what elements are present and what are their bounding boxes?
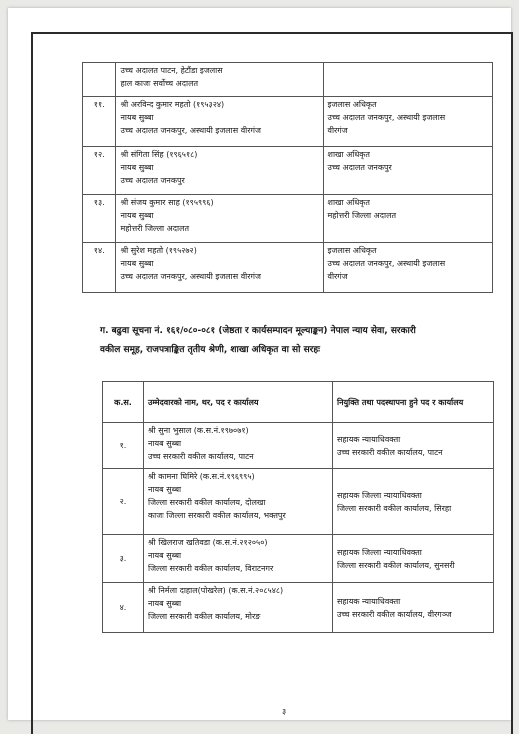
appointment-details (323, 243, 493, 293)
candidate-details (116, 147, 323, 195)
header-appointment: नियुक्ति तथा पदस्थापना हुने पद र कार्यालय (333, 382, 494, 423)
appointment-details (323, 97, 493, 147)
page-number: ३ (282, 707, 287, 716)
cell-line: उच्च अदालत जनकपुर, अस्थायी इजलास (327, 113, 446, 122)
appointment-details (333, 583, 494, 633)
cell-line: उच्च अदालत जनकपुर, अस्थायी इजलास वीरगंज (120, 272, 261, 281)
cell-line: उच्च अदालत जनकपुर, अस्थायी इजलास (327, 259, 446, 268)
cell-line: उच्च अदालत जनकपुर (327, 163, 392, 172)
cell-line: उच्च सरकारी वकील कार्यालय, वीरगञ्ज (337, 609, 452, 619)
row-serial: ११. (83, 97, 116, 147)
row-serial: १. (103, 423, 144, 469)
table-row (103, 469, 494, 535)
cell-line: नायब सुब्बा (148, 485, 182, 494)
header-candidate: उम्मेदवारको नाम, थर, पद र कार्यालय (144, 382, 333, 423)
appointment-details (333, 535, 494, 583)
row-serial: १४. (83, 243, 116, 293)
candidate-details (116, 195, 323, 243)
cell-line: श्री निर्मला दाहाल(पोखरेल) (क.स.नं.२०८५४८) (148, 586, 284, 595)
section-heading-line-2: वकील समूह, राजपत्राङ्कित तृतीय श्रेणी, शाखा अधिकृत वा सो सरहः (100, 345, 320, 355)
cell-line: उच्च अदालत जनकपुर, अस्थायी इजलास वीरगंज (120, 126, 261, 135)
section-heading-line-1: ग. बढुवा सूचना नं. १६१/०८०-०८१ (जेष्ठता र कार्यसम्पादन मूल्याङ्कन) नेपाल न्याय सेवा, सरकारी (100, 326, 416, 336)
row-serial: ४. (103, 583, 144, 633)
cell-line: महोत्तरी जिल्ला अदालत (327, 211, 397, 220)
candidate-details (116, 243, 323, 293)
cell-line: सहायक जिल्ला न्यायाधिवक्ता (337, 490, 422, 500)
appointment-details (323, 147, 493, 195)
table-row (83, 63, 493, 97)
candidate-details (144, 423, 333, 469)
cell-line: श्री सुरेश महतो (१९५२७२) (120, 246, 197, 255)
appointment-details (323, 63, 493, 97)
table-row (83, 147, 493, 195)
table-row (103, 423, 494, 469)
cell-line: इजलास अधिकृत (327, 246, 377, 255)
cell-line: वीरगंज (327, 126, 348, 135)
row-serial: २. (103, 469, 144, 535)
cell-line: उच्च सरकारी वकील कार्यालय, पाटन (148, 452, 254, 461)
cell-line: नायब सुब्बा (148, 599, 182, 608)
row-serial: १२. (83, 147, 116, 195)
cell-line: जिल्ला सरकारी वकील कार्यालय, मोरङ (148, 612, 261, 621)
cell-line: इजलास अधिकृत (327, 100, 377, 109)
cell-line: शाखा अधिकृत (327, 198, 370, 207)
section-heading (100, 322, 500, 360)
cell-line: सहायक जिल्ला न्यायाधिवक्ता (337, 547, 422, 557)
cell-line: उच्च सरकारी वकील कार्यालय, पाटन (337, 447, 443, 457)
candidate-details (144, 469, 333, 535)
header-serial: क.स. (103, 382, 144, 423)
cell-line: नायब सुब्बा (148, 439, 182, 448)
candidate-details (144, 583, 333, 633)
appointment-details (333, 423, 494, 469)
cell-line: नायब सुब्बा (120, 259, 154, 268)
cell-line: श्री सुना भुसाल (क.स.नं.१९७०७१) (148, 426, 249, 435)
table-row (103, 535, 494, 583)
cell-line: श्री अरविन्द कुमार महतो (१९५३२४) (120, 100, 225, 109)
row-serial: ३. (103, 535, 144, 583)
cell-line: नायब सुब्बा (120, 163, 154, 172)
cell-line: श्री कामना घिमिरे (क.स.नं.१९६९९५) (148, 472, 255, 481)
cell-line: शाखा अधिकृत (327, 150, 370, 159)
cell-line: हाल काजः सर्वोच्च अदालत (120, 79, 199, 88)
cell-line: उच्च अदालत पाटन, हेटौंडा इजलास (120, 66, 223, 75)
cell-line: श्री संजय कुमार साह (१९५९९६) (120, 198, 214, 207)
table-row (83, 97, 493, 147)
promotion-table-government-attorney (102, 381, 494, 633)
cell-line: जिल्ला सरकारी वकील कार्यालय, सुनसरी (337, 560, 455, 570)
cell-line: नायब सुब्बा (148, 551, 182, 560)
cell-line: जिल्ला सरकारी वकील कार्यालय, दोलखा (148, 498, 266, 507)
appointment-details (323, 195, 493, 243)
table-row (83, 195, 493, 243)
row-serial (83, 63, 116, 97)
cell-line: काजः जिल्ला सरकारी वकील कार्यालय, भक्तपुर (148, 511, 286, 520)
cell-line: महोत्तरी जिल्ला अदालत (120, 224, 190, 233)
cell-line: श्री खिलराज खतिवडा (क.स.नं.२१२०५०) (148, 538, 268, 547)
candidate-details (116, 63, 323, 97)
row-serial: १३. (83, 195, 116, 243)
cell-line: वीरगंज (327, 272, 348, 281)
cell-line: नायब सुब्बा (120, 113, 154, 122)
table-row (83, 243, 493, 293)
cell-line: जिल्ला सरकारी वकील कार्यालय, सिरहा (337, 503, 452, 513)
promotion-table-continued (82, 62, 493, 293)
table-row (103, 583, 494, 633)
candidate-details (144, 535, 333, 583)
cell-line: श्री संगिता सिंह (१९६५१८) (120, 150, 198, 159)
appointment-details (333, 469, 494, 535)
candidate-details (116, 97, 323, 147)
cell-line: उच्च अदालत जनकपुर (120, 176, 185, 185)
cell-line: सहायक न्यायाधिवक्ता (337, 596, 401, 606)
table-header-row (103, 382, 494, 423)
cell-line: जिल्ला सरकारी वकील कार्यालय, विराटनगर (148, 564, 274, 573)
cell-line: नायब सुब्बा (120, 211, 154, 220)
cell-line: सहायक न्यायाधिवक्ता (337, 434, 401, 444)
